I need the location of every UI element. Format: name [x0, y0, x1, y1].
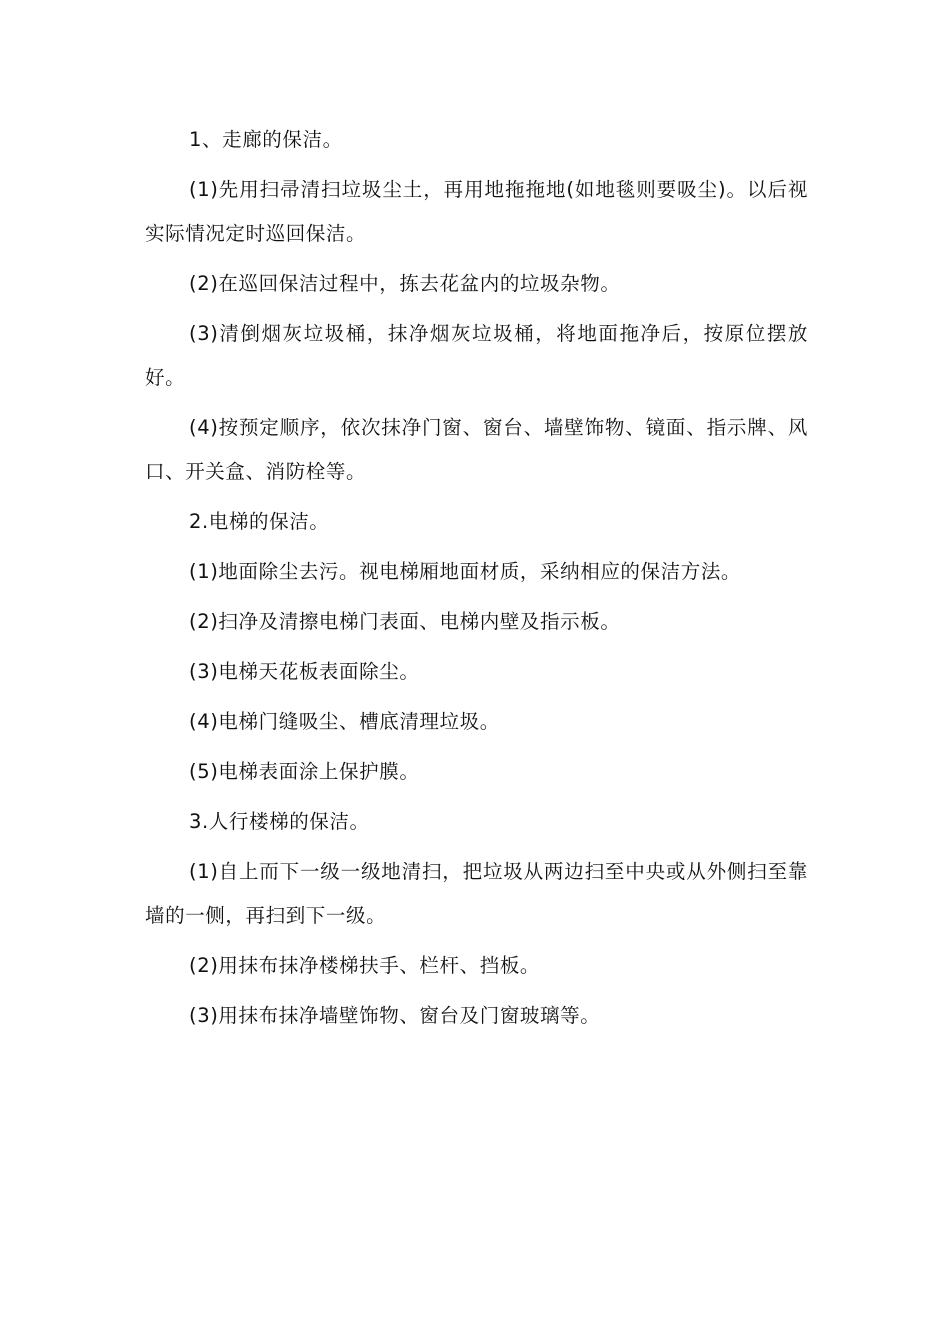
list-item: (2)扫净及清擦电梯门表面、电梯内壁及指示板。: [189, 610, 621, 633]
list-item: (3)清倒烟灰垃圾桶，抹净烟灰垃圾桶，将地面拖净后，按原位摆放好。: [145, 322, 808, 389]
list-item: (1)地面除尘去污。视电梯厢地面材质，采纳相应的保洁方法。: [189, 560, 742, 583]
list-item: (3)用抹布抹净墙壁饰物、窗台及门窗玻璃等。: [189, 1004, 601, 1027]
section-heading-corridor: 1、走廊的保洁。: [189, 128, 343, 151]
section-heading-elevator: 2.电梯的保洁。: [189, 510, 330, 533]
list-item: (2)用抹布抹净楼梯扶手、栏杆、挡板。: [189, 954, 541, 977]
list-item: (4)按预定顺序，依次抹净门窗、窗台、墙壁饰物、镜面、指示牌、风口、开关盒、消防栓等。: [145, 416, 808, 483]
list-item: (3)电梯天花板表面除尘。: [189, 660, 420, 683]
list-item: (5)电梯表面涂上保护膜。: [189, 760, 420, 783]
list-item: (4)电梯门缝吸尘、槽底清理垃圾。: [189, 710, 500, 733]
document-body: [145, 118, 808, 1044]
list-item: (1)自上而下一级一级地清扫，把垃圾从两边扫至中央或从外侧扫至靠墙的一侧，再扫到下一级。: [145, 860, 808, 927]
list-item: (2)在巡回保洁过程中，拣去花盆内的垃圾杂物。: [189, 272, 621, 295]
section-heading-stairs: 3.人行楼梯的保洁。: [189, 810, 370, 833]
list-item: (1)先用扫帚清扫垃圾尘土，再用地拖拖地(如地毯则要吸尘)。以后视实际情况定时巡回保洁。: [145, 178, 808, 245]
